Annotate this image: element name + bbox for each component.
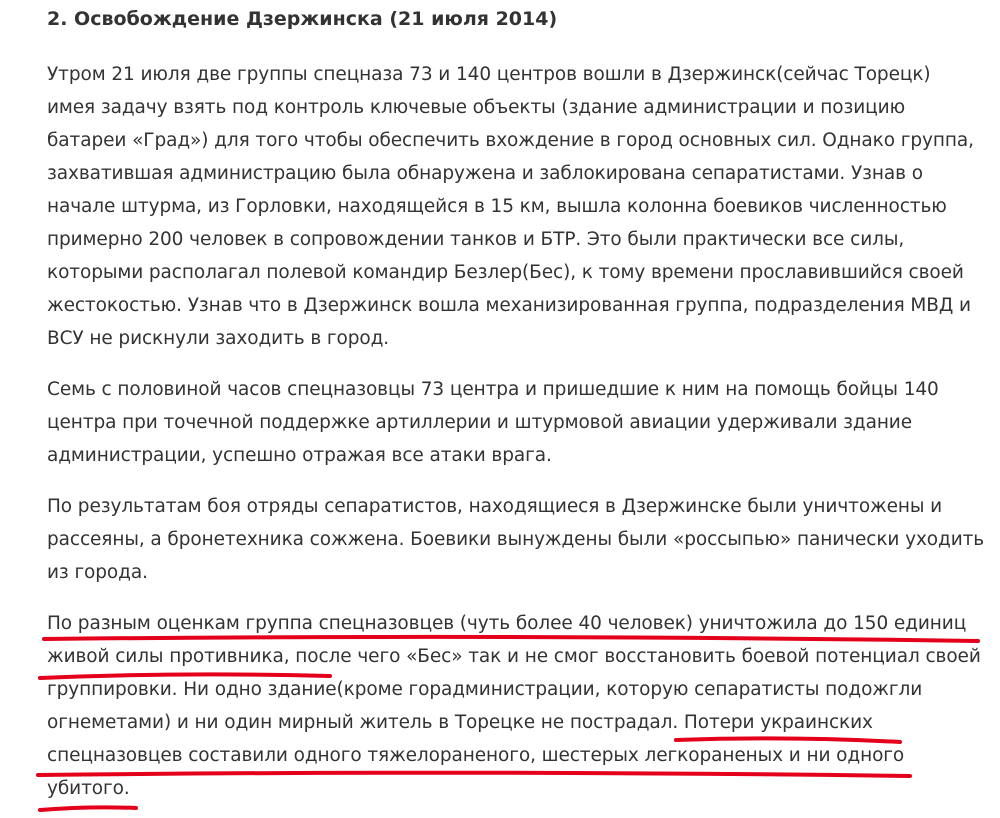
text-line: ВСУ не рискнули заходить в город. <box>47 328 390 349</box>
text-line: По разным оценкам группа спецназовцев (чуть более 40 человек) уничтожила до 150 единиц <box>47 613 967 634</box>
text-line: убитого. <box>47 778 130 799</box>
text-line: спецназовцев составили одного тяжелораненого, шестерых легкораненых и ни одного <box>47 745 905 766</box>
section-heading: 2. Освобождение Дзержинска (21 июля 2014) <box>47 8 558 30</box>
text-line: По результатам боя отряды сепаратистов, находящиеся в Дзержинске были уничтожены и <box>47 496 943 517</box>
text-line: живой силы противника, после чего «Бес» так и не смог восстановить боевой потенциал своей <box>47 646 981 667</box>
text-line: Семь с половиной часов спецназовцы 73 центра и пришедшие к ним на помощь бойцы 140 <box>47 379 939 400</box>
text-line: центра при точечной поддержке артиллерии и штурмовой авиации удерживали здание <box>47 412 913 433</box>
text-line: огнеметами) и ни один мирный житель в Торецке не пострадал. Потери украинских <box>47 712 873 733</box>
text-line: рассеяны, а бронетехника сожжена. Боевики вынуждены были «россыпью» панически уходить <box>47 529 985 550</box>
text-line: группировки. Ни одно здание(кроме горадминистрации, которую сепаратисты подожгли <box>47 679 923 700</box>
text-line: начале штурма, из Горловки, находящейся в 15 км, вышла колонна боевиков численностью <box>47 196 947 217</box>
text-line: примерно 200 человек в сопровождении танков и БТР. Это были практически все силы, <box>47 229 905 250</box>
text-line: захватившая администрацию была обнаружена и заблокирована сепаратистами. Узнав о <box>47 163 923 184</box>
paragraph-2 <box>47 373 939 472</box>
text-line: жестокостью. Узнав что в Дзержинск вошла механизированная группа, подразделения МВД и <box>47 295 971 316</box>
text-line: которыми располагал полевой командир Безлер(Бес), к тому времени прославившийся своей <box>47 262 964 283</box>
paragraph-3 <box>47 490 984 589</box>
text-line: из города. <box>47 562 148 583</box>
text-line: имея задачу взять под контроль ключевые объекты (здание администрации и позицию <box>47 97 906 118</box>
paragraph-1 <box>47 58 974 355</box>
paragraph-4 <box>47 607 981 805</box>
text-line: администрации, успешно отражая все атаки врага. <box>47 445 552 466</box>
text-line: Утром 21 июля две группы спецназа 73 и 140 центров вошли в Дзержинск(сейчас Торецк) <box>47 64 931 85</box>
red-underline-mark <box>40 807 136 810</box>
text-line: батареи «Град») для того чтобы обеспечить вхождение в город основных сил. Однако группа, <box>47 130 974 151</box>
